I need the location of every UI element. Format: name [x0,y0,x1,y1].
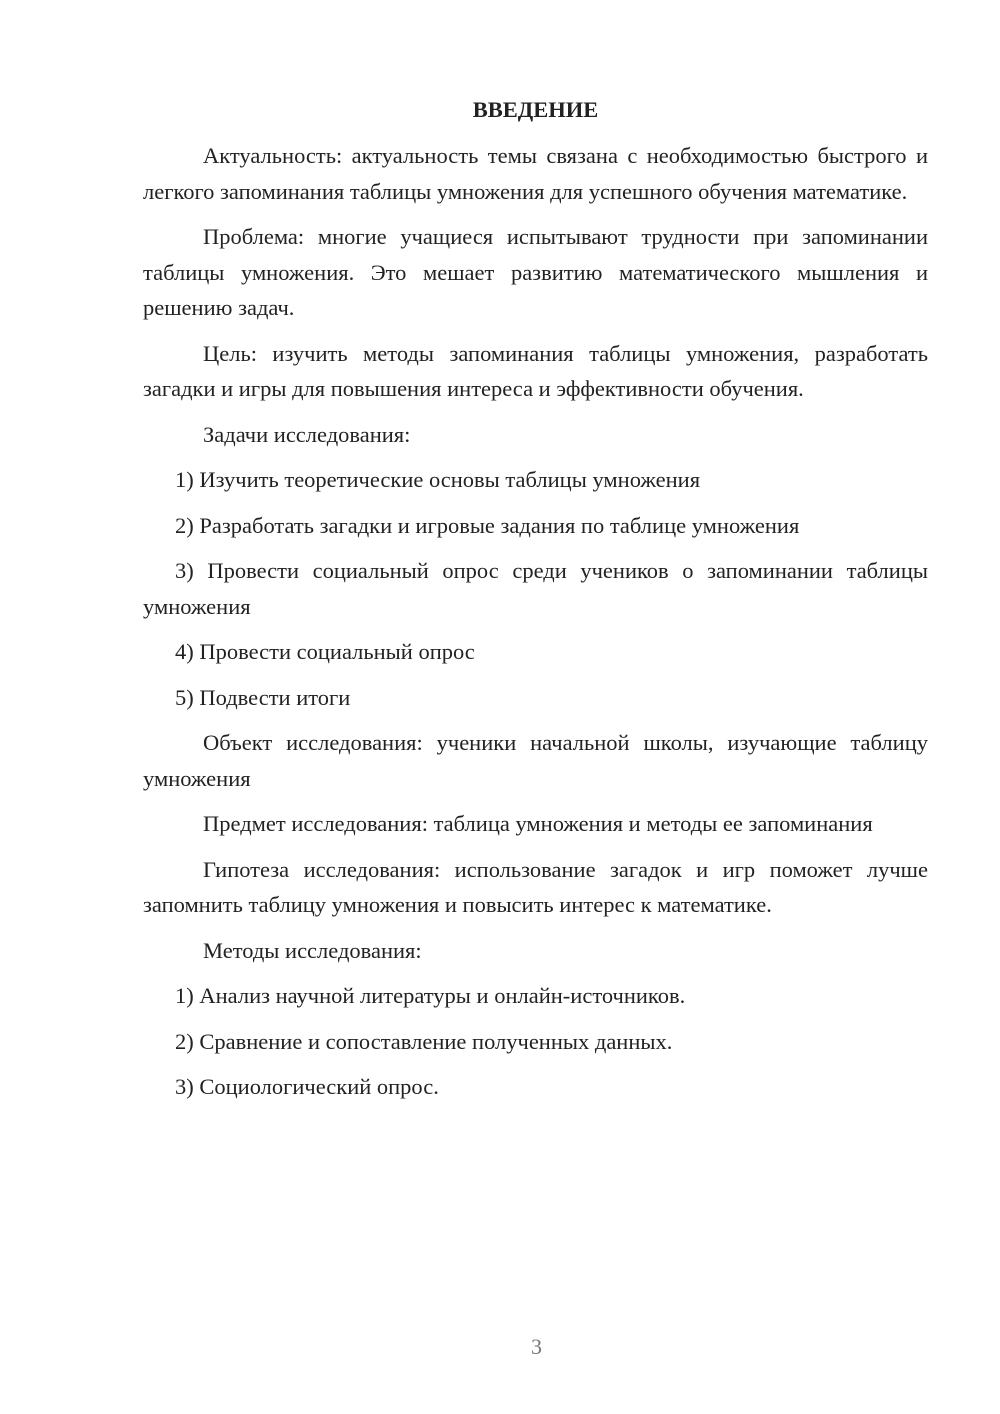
paragraph-goal: Цель: изучить методы запоминания таблицы умножения, разработать загадки и игры для повышения интереса и эффективности обучения. [143,340,928,401]
task-item-5: 5) Подвести итоги [175,684,351,710]
task-item-3: 3) Провести социальный опрос среди учеников о запоминании таблицы умножения [143,558,928,619]
paragraph-problem: Проблема: многие учащиеся испытывают трудности при запоминании таблицы умножения. Это мешает развитию математического мышления и решению задач. [143,224,928,320]
methods-heading: Методы исследования: [203,937,422,963]
task-item-1: 1) Изучить теоретические основы таблицы умножения [175,467,701,492]
paragraph-relevance: Актуальность: актуальность темы связана с необходимостью быстрого и легкого запоминания таблицы умножения для успешного обучения математике. [143,143,928,204]
paragraph-subject: Предмет исследования: таблица умножения и методы ее запоминания [203,811,873,836]
page-content [143,92,928,1115]
section-title: ВВЕДЕНИЕ [472,97,599,122]
method-item-3: 3) Социологический опрос. [175,1074,439,1099]
task-item-4: 4) Провести социальный опрос [175,639,475,664]
method-item-2: 2) Сравнение и сопоставление полученных данных. [175,1028,673,1054]
task-item-2: 2) Разработать загадки и игровые задания по таблице умножения [175,512,800,538]
page-number: 3 [531,1334,542,1359]
paragraph-hypothesis: Гипотеза исследования: использование загадок и игр поможет лучше запомнить таблицу умножения и повысить интерес к математике. [143,856,928,917]
paragraph-object: Объект исследования: ученики начальной школы, изучающие таблицу умножения [143,730,928,791]
method-item-1: 1) Анализ научной литературы и онлайн-источников. [175,983,686,1008]
tasks-heading: Задачи исследования: [203,421,411,447]
